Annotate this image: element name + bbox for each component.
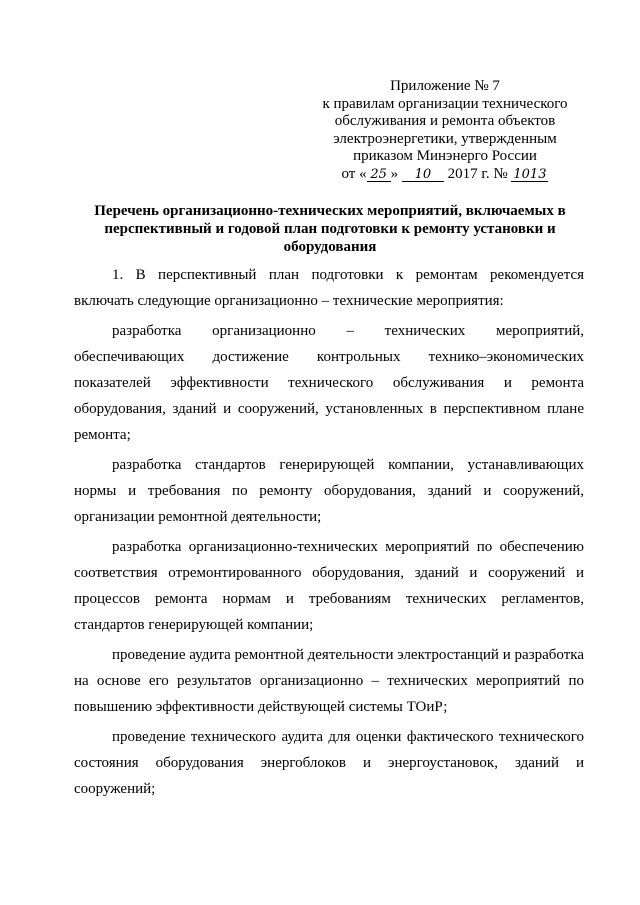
- date-prefix: от «: [341, 165, 367, 182]
- appendix-block: [300, 78, 590, 183]
- paragraph-item-5: проведение технического аудита для оценки фактического технического состояния оборудования энергоблоков и энергоустановок, зданий и сооружений;: [74, 729, 584, 797]
- heading-line-1: Перечень организационно-технических мероприятий, включаемых в: [94, 203, 566, 219]
- paragraph-item-3: разработка организационно-технических мероприятий по обеспечению соответствия отремонтированного оборудования, зданий и сооружений и процессов ремонта нормам и требованиям технических регламентов, стандартов генерирующей компании;: [74, 539, 584, 633]
- date-month-handwritten: 10: [402, 168, 444, 182]
- appendix-rules-line: к правилам организации технического: [322, 95, 568, 112]
- paragraph-item-1: разработка организационно – технических мероприятий, обеспечивающих достижение контрольных технико–экономических показателей эффективности технического обслуживания и ремонта оборудования, зданий и сооружений, установленных в перспективном плане ремонта;: [74, 323, 584, 443]
- appendix-approved-line: электроэнергетики, утвержденным: [333, 130, 557, 147]
- appendix-order-line: приказом Минэнерго России: [353, 148, 537, 164]
- date-year: 2017 г. №: [447, 165, 508, 182]
- date-day-handwritten: 25: [367, 168, 391, 182]
- date-mid: »: [390, 165, 399, 182]
- appendix-maintenance-line: обслуживания и ремонта объектов: [334, 113, 556, 129]
- document-body: [74, 262, 584, 806]
- appendix-date-line: [300, 166, 590, 184]
- paragraph-intro: 1. В перспективный план подготовки к ремонтам рекомендуется включать следующие организационно – технические мероприятия:: [74, 267, 584, 309]
- paragraph-item-2: разработка стандартов генерирующей компании, устанавливающих нормы и требования по ремонту оборудования, зданий и сооружений, организации ремонтной деятельности;: [74, 457, 584, 525]
- heading-line-3: оборудования: [283, 239, 377, 255]
- order-number-handwritten: 1013: [513, 166, 547, 182]
- paragraph-item-4: проведение аудита ремонтной деятельности электростанций и разработка на основе его результатов организационно – технических мероприятий по повышению эффективности действующей системы ТОиР;: [74, 647, 584, 715]
- document-heading: [75, 202, 585, 256]
- appendix-title: Приложение № 7: [390, 78, 500, 94]
- heading-line-2: перспективный и годовой план подготовки к ремонту установки и: [104, 221, 556, 237]
